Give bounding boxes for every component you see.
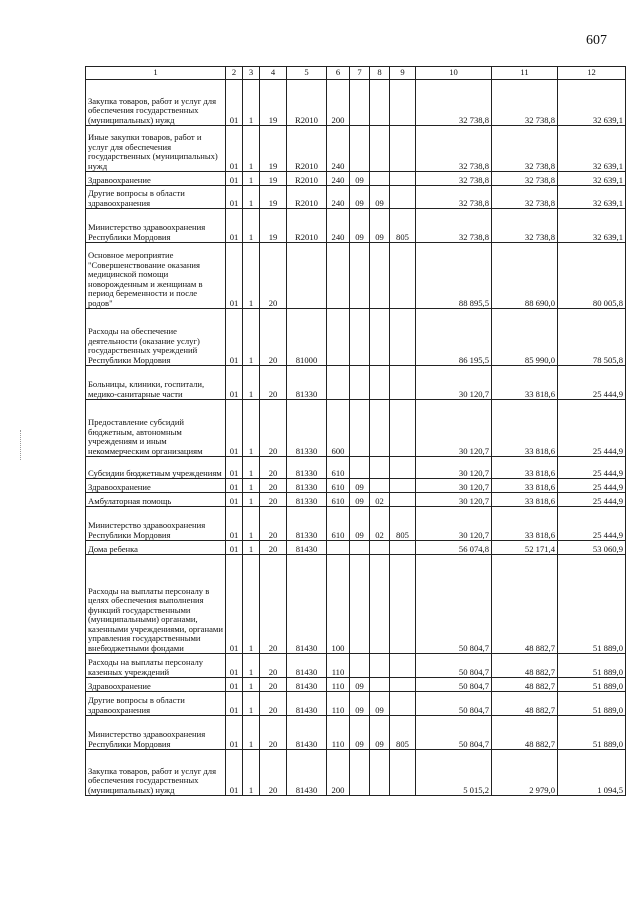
col-header: 5 (287, 67, 327, 80)
cell-c3: 1 (243, 209, 260, 243)
table-row (86, 654, 626, 678)
cell-c2: 01 (226, 750, 243, 796)
cell-c4: 19 (260, 80, 287, 126)
table-row (86, 243, 626, 309)
cell-c3: 1 (243, 309, 260, 366)
cell-c12: 25 444,9 (558, 366, 626, 400)
cell-c10: 32 738,8 (416, 126, 492, 172)
cell-c12: 32 639,1 (558, 209, 626, 243)
cell-c7 (350, 457, 370, 479)
cell-c12: 51 889,0 (558, 692, 626, 716)
cell-c8 (370, 309, 390, 366)
cell-c6: 110 (327, 716, 350, 750)
cell-c9 (390, 309, 416, 366)
cell-c5: 81330 (287, 493, 327, 507)
cell-c2: 01 (226, 692, 243, 716)
cell-c11: 33 818,6 (492, 366, 558, 400)
cell-c8 (370, 457, 390, 479)
cell-c3: 1 (243, 172, 260, 186)
cell-c5: 81430 (287, 555, 327, 654)
cell-c12: 25 444,9 (558, 457, 626, 479)
cell-c3: 1 (243, 457, 260, 479)
row-name-cell: Другие вопросы в области здравоохранения (86, 692, 226, 716)
cell-c9 (390, 654, 416, 678)
cell-c6: 610 (327, 507, 350, 541)
cell-c9 (390, 750, 416, 796)
cell-c2: 01 (226, 186, 243, 209)
table-row (86, 209, 626, 243)
row-name-cell: Дома ребенка (86, 541, 226, 555)
cell-c10: 5 015,2 (416, 750, 492, 796)
cell-c2: 01 (226, 457, 243, 479)
cell-c10: 30 120,7 (416, 479, 492, 493)
cell-c9 (390, 692, 416, 716)
col-header: 3 (243, 67, 260, 80)
cell-c5: 81430 (287, 716, 327, 750)
cell-c7: 09 (350, 493, 370, 507)
cell-c5: 81330 (287, 479, 327, 493)
cell-c12: 25 444,9 (558, 493, 626, 507)
cell-c8 (370, 80, 390, 126)
cell-c9 (390, 555, 416, 654)
cell-c3: 1 (243, 541, 260, 555)
cell-c10: 32 738,8 (416, 186, 492, 209)
cell-c6: 240 (327, 186, 350, 209)
cell-c4: 20 (260, 507, 287, 541)
cell-c12: 25 444,9 (558, 400, 626, 457)
cell-c11: 2 979,0 (492, 750, 558, 796)
cell-c12: 51 889,0 (558, 654, 626, 678)
cell-c12: 32 639,1 (558, 186, 626, 209)
cell-c10: 50 804,7 (416, 678, 492, 692)
cell-c6: 240 (327, 209, 350, 243)
cell-c3: 1 (243, 493, 260, 507)
cell-c11: 33 818,6 (492, 507, 558, 541)
cell-c7 (350, 309, 370, 366)
cell-c4: 19 (260, 126, 287, 172)
cell-c5: 81430 (287, 654, 327, 678)
cell-c10: 30 120,7 (416, 507, 492, 541)
cell-c2: 01 (226, 479, 243, 493)
cell-c12: 25 444,9 (558, 507, 626, 541)
cell-c7 (350, 654, 370, 678)
cell-c9 (390, 366, 416, 400)
cell-c9 (390, 479, 416, 493)
col-header: 7 (350, 67, 370, 80)
cell-c6 (327, 366, 350, 400)
cell-c12: 32 639,1 (558, 172, 626, 186)
cell-c10: 50 804,7 (416, 692, 492, 716)
cell-c4: 20 (260, 654, 287, 678)
cell-c9 (390, 243, 416, 309)
cell-c8: 09 (370, 716, 390, 750)
cell-c5: 81000 (287, 309, 327, 366)
cell-c10: 56 074,8 (416, 541, 492, 555)
cell-c4: 20 (260, 493, 287, 507)
cell-c5: 81430 (287, 541, 327, 555)
cell-c10: 88 895,5 (416, 243, 492, 309)
cell-c8: 09 (370, 186, 390, 209)
cell-c2: 01 (226, 654, 243, 678)
cell-c3: 1 (243, 400, 260, 457)
cell-c12: 25 444,9 (558, 479, 626, 493)
cell-c10: 86 195,5 (416, 309, 492, 366)
cell-c2: 01 (226, 507, 243, 541)
table-row (86, 678, 626, 692)
col-header: 8 (370, 67, 390, 80)
cell-c6: 240 (327, 126, 350, 172)
cell-c9 (390, 172, 416, 186)
cell-c11: 48 882,7 (492, 555, 558, 654)
col-header: 9 (390, 67, 416, 80)
cell-c10: 30 120,7 (416, 366, 492, 400)
header-row (86, 67, 626, 80)
cell-c9: 805 (390, 507, 416, 541)
cell-c8: 09 (370, 692, 390, 716)
cell-c5: R2010 (287, 186, 327, 209)
cell-c7: 09 (350, 186, 370, 209)
cell-c6: 110 (327, 654, 350, 678)
row-name-cell: Закупка товаров, работ и услуг для обеспечения государственных (муниципальных) нужд (86, 750, 226, 796)
cell-c9: 805 (390, 209, 416, 243)
page-number: 607 (586, 33, 607, 48)
cell-c12: 78 505,8 (558, 309, 626, 366)
cell-c9 (390, 126, 416, 172)
cell-c6: 200 (327, 750, 350, 796)
cell-c5: 81430 (287, 692, 327, 716)
cell-c8: 09 (370, 209, 390, 243)
table-row (86, 309, 626, 366)
cell-c11: 32 738,8 (492, 172, 558, 186)
cell-c6: 200 (327, 80, 350, 126)
table-body (86, 80, 626, 796)
cell-c10: 32 738,8 (416, 209, 492, 243)
row-name-cell: Предоставление субсидий бюджетным, автономным учреждениям и иным некоммерческим организациям (86, 400, 226, 457)
cell-c6: 600 (327, 400, 350, 457)
cell-c5: 81330 (287, 457, 327, 479)
cell-c8 (370, 678, 390, 692)
cell-c12: 80 005,8 (558, 243, 626, 309)
cell-c7 (350, 541, 370, 555)
cell-c9 (390, 493, 416, 507)
cell-c7 (350, 366, 370, 400)
cell-c12: 53 060,9 (558, 541, 626, 555)
table-row (86, 750, 626, 796)
cell-c5: R2010 (287, 172, 327, 186)
cell-c10: 50 804,7 (416, 716, 492, 750)
row-name-cell: Министерство здравоохранения Республики Мордовия (86, 716, 226, 750)
cell-c6: 610 (327, 493, 350, 507)
cell-c5: R2010 (287, 209, 327, 243)
cell-c7 (350, 243, 370, 309)
cell-c4: 20 (260, 750, 287, 796)
cell-c8 (370, 479, 390, 493)
cell-c7: 09 (350, 678, 370, 692)
cell-c10: 50 804,7 (416, 555, 492, 654)
cell-c2: 01 (226, 493, 243, 507)
cell-c3: 1 (243, 126, 260, 172)
cell-c11: 33 818,6 (492, 479, 558, 493)
cell-c8 (370, 654, 390, 678)
cell-c7: 09 (350, 209, 370, 243)
row-name-cell: Основное мероприятие "Совершенствование оказания медицинской помощи новорожденным и женщинам в период беременности и после родов" (86, 243, 226, 309)
cell-c2: 01 (226, 541, 243, 555)
cell-c5: R2010 (287, 80, 327, 126)
row-name-cell: Другие вопросы в области здравоохранения (86, 186, 226, 209)
cell-c4: 20 (260, 366, 287, 400)
cell-c3: 1 (243, 716, 260, 750)
cell-c2: 01 (226, 209, 243, 243)
cell-c7 (350, 400, 370, 457)
cell-c7: 09 (350, 692, 370, 716)
cell-c4: 19 (260, 172, 287, 186)
cell-c5: 81330 (287, 400, 327, 457)
row-name-cell: Больницы, клиники, госпитали, медико-санитарные части (86, 366, 226, 400)
cell-c4: 20 (260, 243, 287, 309)
cell-c6: 110 (327, 692, 350, 716)
cell-c11: 32 738,8 (492, 80, 558, 126)
cell-c7 (350, 126, 370, 172)
cell-c4: 20 (260, 309, 287, 366)
cell-c2: 01 (226, 172, 243, 186)
cell-c12: 51 889,0 (558, 555, 626, 654)
cell-c5: 81330 (287, 366, 327, 400)
cell-c8 (370, 243, 390, 309)
cell-c6: 110 (327, 678, 350, 692)
cell-c4: 20 (260, 400, 287, 457)
cell-c4: 20 (260, 716, 287, 750)
cell-c2: 01 (226, 400, 243, 457)
cell-c2: 01 (226, 309, 243, 366)
cell-c4: 19 (260, 209, 287, 243)
cell-c8 (370, 555, 390, 654)
cell-c4: 20 (260, 457, 287, 479)
cell-c2: 01 (226, 366, 243, 400)
cell-c2: 01 (226, 716, 243, 750)
cell-c7: 09 (350, 479, 370, 493)
budget-table (85, 66, 626, 796)
cell-c7: 09 (350, 716, 370, 750)
col-header: 4 (260, 67, 287, 80)
col-header: 11 (492, 67, 558, 80)
cell-c5: 81330 (287, 507, 327, 541)
table-row (86, 126, 626, 172)
cell-c11: 33 818,6 (492, 457, 558, 479)
cell-c3: 1 (243, 654, 260, 678)
cell-c2: 01 (226, 126, 243, 172)
cell-c6: 610 (327, 457, 350, 479)
table-row (86, 555, 626, 654)
table-row (86, 507, 626, 541)
cell-c5: R2010 (287, 126, 327, 172)
scan-mark (20, 430, 23, 460)
cell-c9 (390, 678, 416, 692)
cell-c8 (370, 750, 390, 796)
col-header: 12 (558, 67, 626, 80)
cell-c10: 30 120,7 (416, 493, 492, 507)
cell-c7: 09 (350, 172, 370, 186)
cell-c11: 85 990,0 (492, 309, 558, 366)
cell-c12: 51 889,0 (558, 716, 626, 750)
cell-c5: 81430 (287, 678, 327, 692)
cell-c8 (370, 126, 390, 172)
cell-c9 (390, 186, 416, 209)
cell-c2: 01 (226, 80, 243, 126)
table-row (86, 692, 626, 716)
cell-c10: 30 120,7 (416, 400, 492, 457)
row-name-cell: Субсидии бюджетным учреждениям (86, 457, 226, 479)
cell-c11: 32 738,8 (492, 209, 558, 243)
cell-c3: 1 (243, 479, 260, 493)
cell-c3: 1 (243, 692, 260, 716)
cell-c7 (350, 555, 370, 654)
row-name-cell: Здравоохранение (86, 479, 226, 493)
cell-c3: 1 (243, 507, 260, 541)
cell-c3: 1 (243, 555, 260, 654)
cell-c9 (390, 541, 416, 555)
cell-c8 (370, 400, 390, 457)
table-row (86, 80, 626, 126)
row-name-cell: Здравоохранение (86, 172, 226, 186)
row-name-cell: Закупка товаров, работ и услуг для обеспечения государственных (муниципальных) нужд (86, 80, 226, 126)
cell-c3: 1 (243, 366, 260, 400)
cell-c10: 32 738,8 (416, 172, 492, 186)
cell-c10: 32 738,8 (416, 80, 492, 126)
row-name-cell: Министерство здравоохранения Республики Мордовия (86, 209, 226, 243)
cell-c4: 20 (260, 479, 287, 493)
cell-c6 (327, 243, 350, 309)
cell-c2: 01 (226, 243, 243, 309)
cell-c3: 1 (243, 80, 260, 126)
row-name-cell: Амбулаторная помощь (86, 493, 226, 507)
cell-c11: 48 882,7 (492, 678, 558, 692)
cell-c7 (350, 750, 370, 796)
col-header: 10 (416, 67, 492, 80)
cell-c12: 1 094,5 (558, 750, 626, 796)
cell-c8 (370, 172, 390, 186)
cell-c5 (287, 243, 327, 309)
cell-c11: 48 882,7 (492, 716, 558, 750)
cell-c12: 32 639,1 (558, 126, 626, 172)
cell-c12: 32 639,1 (558, 80, 626, 126)
cell-c11: 33 818,6 (492, 400, 558, 457)
cell-c7: 09 (350, 507, 370, 541)
cell-c3: 1 (243, 186, 260, 209)
cell-c3: 1 (243, 678, 260, 692)
cell-c11: 32 738,8 (492, 186, 558, 209)
row-name-cell: Министерство здравоохранения Республики Мордовия (86, 507, 226, 541)
cell-c4: 20 (260, 541, 287, 555)
table-row (86, 716, 626, 750)
row-name-cell: Расходы на выплаты персоналу казенных учреждений (86, 654, 226, 678)
cell-c6 (327, 309, 350, 366)
cell-c4: 20 (260, 692, 287, 716)
col-header: 1 (86, 67, 226, 80)
cell-c6 (327, 541, 350, 555)
cell-c6: 100 (327, 555, 350, 654)
cell-c9 (390, 457, 416, 479)
cell-c9 (390, 80, 416, 126)
table-row (86, 400, 626, 457)
table-row (86, 479, 626, 493)
cell-c11: 88 690,0 (492, 243, 558, 309)
row-name-cell: Здравоохранение (86, 678, 226, 692)
cell-c9: 805 (390, 716, 416, 750)
cell-c11: 48 882,7 (492, 692, 558, 716)
cell-c12: 51 889,0 (558, 678, 626, 692)
table-row (86, 457, 626, 479)
cell-c5: 81430 (287, 750, 327, 796)
cell-c8 (370, 541, 390, 555)
cell-c11: 33 818,6 (492, 493, 558, 507)
cell-c3: 1 (243, 750, 260, 796)
cell-c10: 30 120,7 (416, 457, 492, 479)
table-row (86, 493, 626, 507)
cell-c8: 02 (370, 493, 390, 507)
cell-c6: 610 (327, 479, 350, 493)
row-name-cell: Иные закупки товаров, работ и услуг для обеспечения государственных (муниципальных) нужд (86, 126, 226, 172)
cell-c10: 50 804,7 (416, 654, 492, 678)
table-row (86, 186, 626, 209)
cell-c6: 240 (327, 172, 350, 186)
table-row (86, 541, 626, 555)
cell-c4: 20 (260, 555, 287, 654)
table-row (86, 366, 626, 400)
cell-c4: 20 (260, 678, 287, 692)
cell-c9 (390, 400, 416, 457)
cell-c11: 48 882,7 (492, 654, 558, 678)
col-header: 6 (327, 67, 350, 80)
cell-c3: 1 (243, 243, 260, 309)
cell-c11: 32 738,8 (492, 126, 558, 172)
table-row (86, 172, 626, 186)
cell-c7 (350, 80, 370, 126)
cell-c11: 52 171,4 (492, 541, 558, 555)
cell-c2: 01 (226, 555, 243, 654)
row-name-cell: Расходы на обеспечение деятельности (оказание услуг) государственных учреждений Республики Мордовия (86, 309, 226, 366)
cell-c8 (370, 366, 390, 400)
cell-c8: 02 (370, 507, 390, 541)
row-name-cell: Расходы на выплаты персоналу в целях обеспечения выполнения функций государственными (муниципальными) органами, казенными учреждениями, органами управления государственными внебюджетными фондами (86, 555, 226, 654)
cell-c2: 01 (226, 678, 243, 692)
cell-c4: 19 (260, 186, 287, 209)
col-header: 2 (226, 67, 243, 80)
